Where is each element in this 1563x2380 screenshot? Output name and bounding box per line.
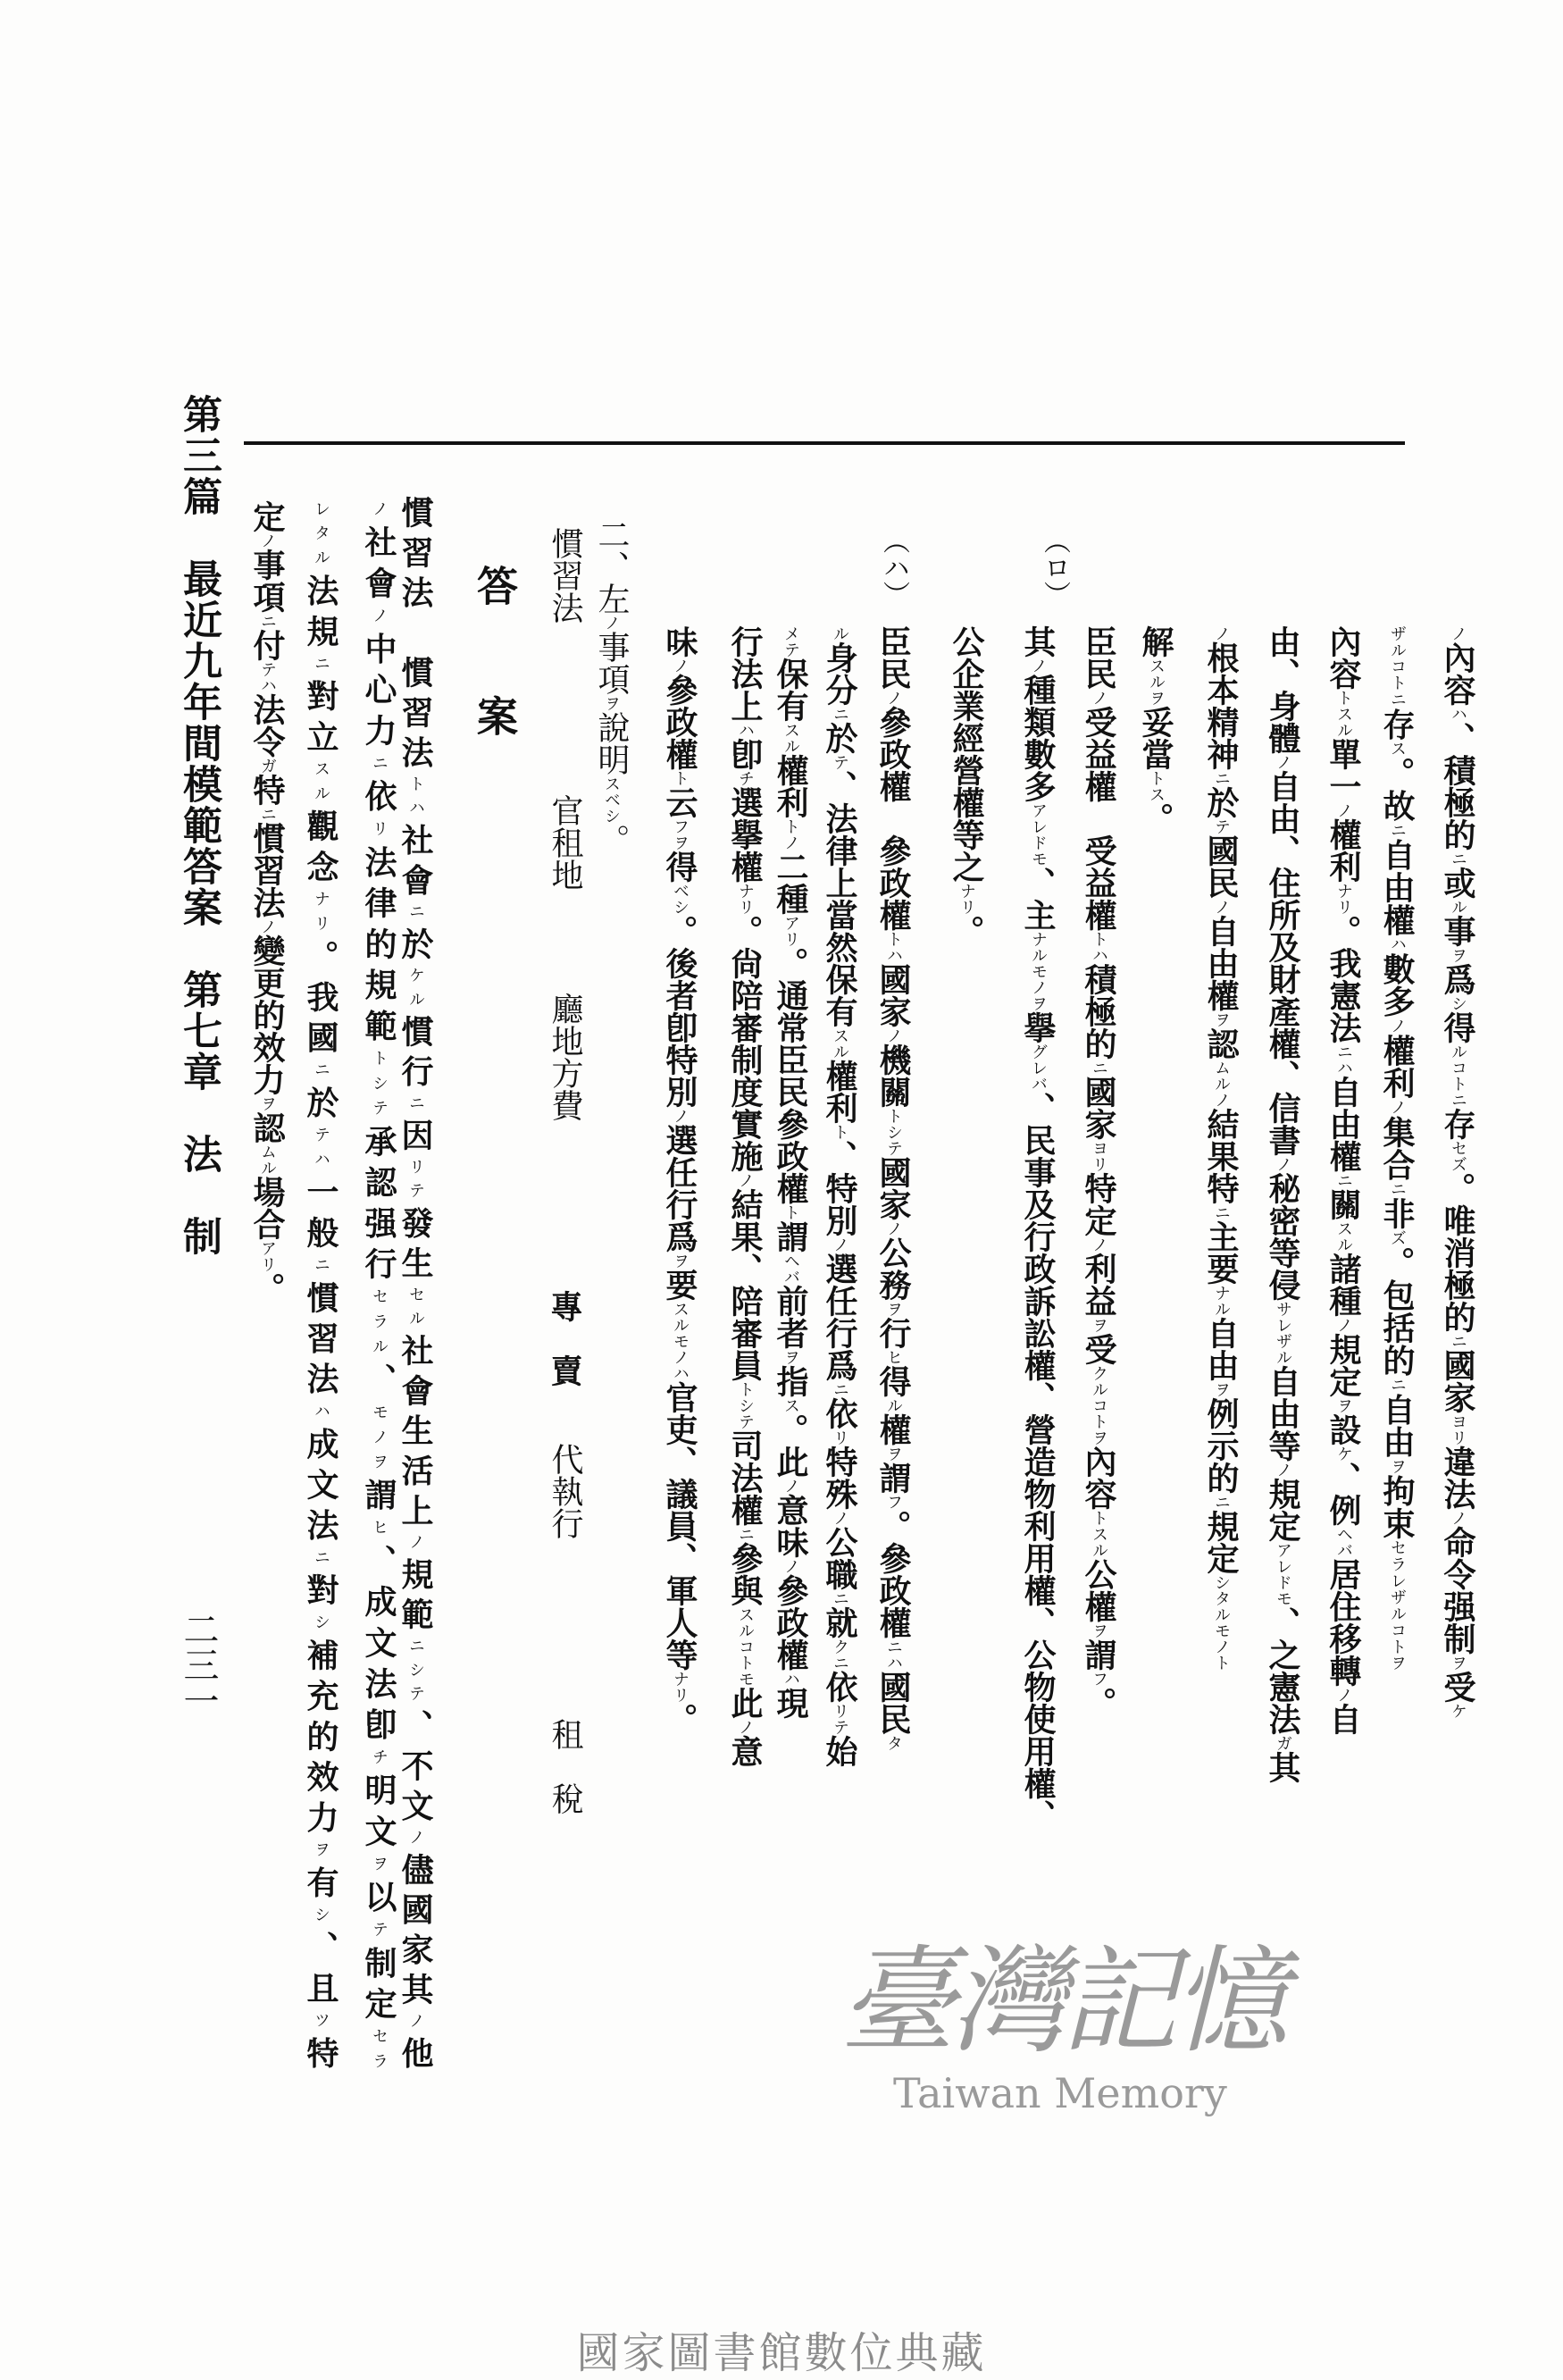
question-item: 慣習法 [547,527,583,624]
footer-credit: 國家圖書館數位典藏 [576,2328,987,2378]
section-label-ro: （ロ） [1039,527,1070,608]
watermark-logo [840,1933,1283,2117]
question-item: 專 賣 [546,1290,583,1387]
answer-heading: 答 [471,565,519,606]
text-column: 定ノ事項ニ付テハ法令ガ特ニ慣習法ノ變更的效力ヲ認ムル場合アリ。 [248,500,286,1304]
text-column: ノ社會ノ中心力ニ依リ法律的規範トシテ承認强行セラル、モノヲ謂ヒ、成文法卽チ明文ヲ以テ制定セラ [360,500,397,2069]
text-column: 慣習法 慣習法トハ社會ニ於ケル慣行ニ因リテ發生セル社會生活上ノ規範ニシテ、不文ノ儘國家其ノ他 [397,496,434,2069]
text-column: ノ根本精神ニ於テ國民ノ自由權ヲ認ムルノ結果特ニ主要ナル自由ヲ例示的ニ規定シタルモノト [1202,625,1240,1671]
header-rule [244,441,1405,445]
text-column: 味ノ參政權ト云フヲ得ベシ。後者卽特別ノ選任行爲ヲ要スルモノハ官吏、議員、軍人等ナリ。 [661,625,698,1735]
text-column: ル身分ニ於テ、法律上當然保有スル權利ト、特別ノ選任行爲ニ依リ特殊ノ公職ニ就クニ依リテ始 [821,625,858,1767]
answer-heading: 案 [471,695,519,736]
text-column: 臣民ノ參政權 參政權トハ國家ノ機關トシテ國家ノ公務ヲ行ヒ得ル權ヲ謂フ。參政權ニハ國民タ [874,625,912,1751]
text-column: 公企業經營權等之ナリ。 [948,625,985,947]
question-item: 廳地方費 [547,993,583,1121]
text-column: 解スルヲ妥當トス。 [1137,625,1174,834]
text-column: メテ保有スル權利トノ二種アリ。通常臣民參政權ト謂ヘバ前者ヲ指ス。此ノ意味ノ參政權ハ現 [772,625,809,1719]
text-column: レタル法規ニ對立スル觀念ナリ。我國ニ於テハ一般ニ慣習法ハ成文法ニ對シ補充的效力ヲ有シ、且ツ特 [302,500,339,2069]
text-column: 由、身體ノ自由、住所及財產權、信書ノ秘密等侵サレザル自由等ノ規定アレドモ、之憲法ガ其 [1264,625,1301,1783]
question-item: 租 稅 [547,1718,583,1814]
text-column: 其ノ種類數多アレドモ、主ナルモノヲ擧グレバ、民事及行政訴訟權、營造物利用權、公物使用權、 [1019,625,1057,1831]
watermark-sub: Taiwan Memory [893,2069,1227,2117]
text-column: ノ內容ハ、積極的ニ或ル事ヲ爲シ得ルコトニ存セズ。唯消極的ニ國家ヨリ違法ノ命令强制ヲ受ケ [1439,625,1476,1719]
question-text: 二、左ノ事項ヲ說明スベシ。 [593,518,630,856]
section-label-ha: （ハ） [878,527,909,608]
text-column: ザルコトニ存ス。故ニ自由權ハ數多ノ權利ノ集合ニ非ズ。包括的ニ自由ヲ拘束セラレザルコトヲ [1378,625,1416,1672]
question-item: 官租地 [547,794,583,891]
text-column: 臣民ノ受益權 受益權トハ積極的ニ國家ヨリ特定ノ利益ヲ受クルコトヲ內容トスル公權ヲ謂フ。 [1080,625,1117,1719]
text-column: 行法上ハ卽チ選擧權ナリ。尙陪審制度實施ノ結果、陪審員トシテ司法權ニ參與スルコトモ此ノ意 [726,625,764,1767]
page-number: 二三一 [178,1611,219,1718]
running-header: 第三篇 最近九年間模範答案 第七章 法 制 [176,394,221,1257]
text-column: 內容トスル單一ノ權利ナリ。我憲法ニハ自由權ニ關スル諸種ノ規定ヲ設ケ、例ヘバ居住移轉ノ自 [1325,625,1362,1735]
question-item: 代執行 [547,1443,583,1539]
watermark-main: 臺灣記憶 [840,1933,1283,2069]
